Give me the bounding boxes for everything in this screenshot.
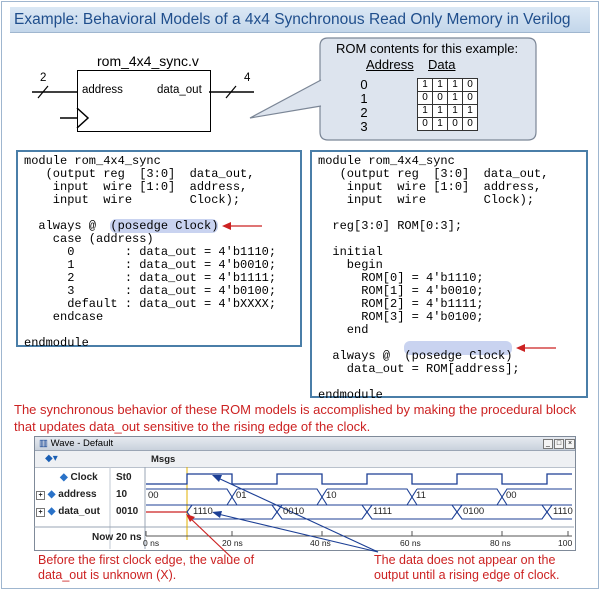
rom-bit: 1 (433, 79, 448, 92)
data-segment-label: 0100 (463, 506, 485, 517)
address-segment-label: 00 (506, 490, 517, 501)
wave-icon: ▥ (39, 438, 48, 449)
address-segment-label: 00 (148, 490, 159, 501)
slide-title: Example: Behavioral Models of a 4x4 Synchronous Read Only Memory in Verilog (10, 7, 590, 33)
time-tick-label: 0 ns (143, 538, 160, 548)
rom-bit: 1 (448, 79, 463, 92)
code-case-model: module rom_4x4_sync (output reg [3:0] data_out, input wire [1:0] address, input wire Clock); always @ (posedge Clock) case (address) 0 : data_out = 4'b1110; 1 : data_out = 4'b0010; 2 : data_out = 4'b1111; 3 : data_out = 4'b0100; default : data_out = 4'bXXXX; endcase endmodule (24, 154, 277, 350)
signal-clock-value: St0 (116, 472, 132, 483)
data-segment-label: 1110 (193, 506, 213, 517)
data-segment-label: 0010 (283, 506, 305, 517)
signal-menu-icon[interactable]: ◆▾ (45, 453, 58, 464)
address-width-label: 2 (40, 72, 47, 84)
msgs-header: Msgs (151, 454, 176, 465)
rom-address-0: 0 (360, 77, 368, 92)
now-value: 20 ns (116, 532, 142, 543)
signal-data-out-value: 0010 (116, 506, 139, 517)
close-icon[interactable]: × (565, 439, 575, 449)
wave-window-title: Wave - Default (50, 438, 114, 449)
rom-bit: 0 (463, 118, 478, 131)
expand-icon[interactable]: + (36, 491, 45, 500)
rom-bit: 1 (448, 105, 463, 118)
time-tick-label: 20 ns (222, 538, 243, 548)
module-name: rom_4x4_sync.v (97, 53, 199, 69)
signal-clock-name[interactable]: ◆ Clock (60, 472, 98, 483)
signal-address-name[interactable]: + ◆ address (36, 489, 97, 500)
data-column-header: Data (428, 57, 456, 72)
address-segment-label: 10 (326, 490, 337, 501)
data-width-label: 4 (244, 72, 251, 84)
note-rising-edge: The data does not appear on the output until a rising edge of clock. (374, 553, 560, 582)
rom-bit: 1 (448, 92, 463, 105)
address-port-label: address (82, 84, 123, 96)
note-unknown-value: Before the first clock edge, the value of data_out is unknown (X). (38, 553, 255, 582)
signal-address-value: 10 (116, 489, 128, 500)
code-array-model: module rom_4x4_sync (output reg [3:0] data_out, input wire [1:0] address, input wire Clock); reg[3:0] ROM[0:3]; initial begin ROM[0] = 4'b1110; ROM[1] = 4'b0010; ROM[2] = 4'b1111; ROM[3] = 4'b0100; end always @ (posedge Clock) data_out = ROM[address]; endmodule (318, 154, 549, 402)
rom-address-3: 3 (360, 119, 368, 134)
rom-bit: 0 (448, 118, 463, 131)
rom-address-1: 1 (360, 91, 368, 106)
rom-address-2: 2 (360, 105, 368, 120)
address-column-header: Address (366, 57, 414, 72)
rom-callout-title: ROM contents for this example: (336, 41, 519, 56)
maximize-icon[interactable]: □ (554, 439, 564, 449)
rom-bit: 0 (463, 92, 478, 105)
data-segment-label: 1110 (553, 506, 573, 517)
time-tick-label: 60 ns (400, 538, 421, 548)
minimize-icon[interactable]: _ (543, 439, 553, 449)
rom-bit: 0 (418, 92, 433, 105)
data-segment-label: 1111 (373, 506, 393, 517)
rom-bit: 1 (433, 118, 448, 131)
rom-bit: 0 (433, 92, 448, 105)
signal-data-out-name[interactable]: + ◆ data_out (36, 506, 100, 517)
address-segment-label: 01 (236, 490, 247, 501)
expand-icon[interactable]: + (36, 508, 45, 517)
time-tick-label: 80 ns (490, 538, 511, 548)
rom-bit: 1 (418, 79, 433, 92)
signal-icon: ◆ (60, 472, 68, 483)
now-label: Now (92, 532, 114, 543)
rom-bit: 0 (463, 79, 478, 92)
signal-icon: ◆ (47, 506, 56, 517)
time-tick-label: 40 ns (310, 538, 331, 548)
rom-bit: 1 (418, 105, 433, 118)
rom-bit: 1 (433, 105, 448, 118)
address-segment-label: 11 (416, 490, 426, 501)
rom-bit: 1 (463, 105, 478, 118)
rom-bit: 0 (418, 118, 433, 131)
description-text: The synchronous behavior of these ROM models is accomplished by making the procedural block that updates data_out sensitive to the rising edge of the clock. (14, 402, 577, 434)
time-tick-label: 100 (558, 538, 573, 548)
data-out-port-label: data_out (157, 84, 202, 96)
signal-icon: ◆ (47, 489, 56, 500)
